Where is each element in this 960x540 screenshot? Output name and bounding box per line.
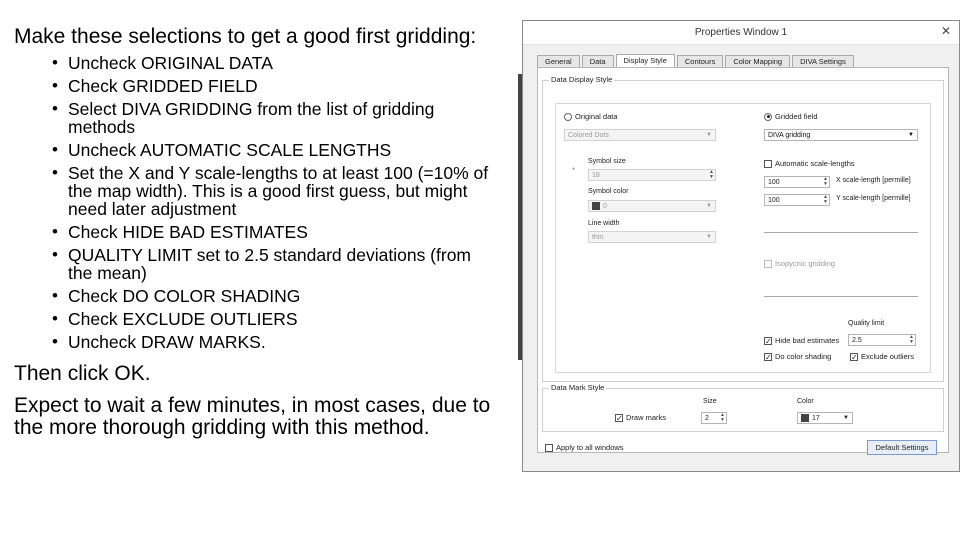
gridded-field-radio[interactable] (764, 112, 818, 121)
data-mark-group-label: Data Mark Style (551, 383, 605, 392)
mark-size-spinner[interactable] (701, 412, 727, 424)
isopycnic-checkbox[interactable] (764, 259, 835, 268)
default-settings-button[interactable]: Default Settings (867, 440, 937, 455)
original-style-combo[interactable] (564, 129, 716, 141)
mark-size-value: 2 (705, 415, 709, 422)
spinner-arrows-icon: ▲ ▼ (709, 169, 714, 180)
mark-color-label: Color (797, 398, 814, 405)
y-scale-value: 100 (768, 197, 780, 204)
data-mark-group (542, 383, 944, 432)
quality-limit-value: 2.5 (852, 337, 862, 344)
chevron-down-icon: ▼ (843, 415, 849, 421)
bullet-item: • Check GRIDDED FIELD (14, 77, 494, 95)
spinner-arrows-icon: ▲ ▼ (823, 194, 828, 205)
y-scale-label: Y scale-length [permille] (836, 195, 911, 202)
original-style-value: Colored Dots (568, 132, 609, 139)
symbol-color-label: Symbol color (588, 188, 629, 195)
apply-all-checkbox-icon (545, 444, 553, 452)
symbol-size-label: Symbol size (588, 158, 626, 165)
spinner-arrows-icon: ▲ ▼ (720, 412, 725, 423)
bullet-item: • Uncheck ORIGINAL DATA (14, 54, 494, 72)
display-inner-panel (555, 103, 931, 373)
chevron-down-icon: ▼ (908, 132, 914, 138)
then-text: Then click OK. (14, 362, 151, 385)
y-scale-spinner[interactable] (764, 194, 830, 206)
tab-diva-settings[interactable]: DIVA Settings (792, 55, 854, 68)
outro (14, 363, 494, 439)
symbol-color-value: 0 (603, 203, 607, 210)
close-icon[interactable]: ✕ (940, 24, 952, 38)
original-data-radio[interactable] (564, 112, 618, 121)
exclude-outliers-checkbox-icon: ✓ (851, 352, 858, 362)
x-scale-value: 100 (768, 179, 780, 186)
spinner-arrows-icon: ▲ ▼ (909, 334, 914, 345)
bullet-item: • Check DO COLOR SHADING (14, 287, 494, 305)
chevron-down-icon: ▼ (706, 132, 712, 138)
color-shading-checkbox-icon: ✓ (765, 352, 772, 362)
slide-text (14, 26, 494, 439)
original-data-label: Original data (575, 112, 618, 122)
gridded-field-label: Gridded field (775, 112, 818, 122)
bullet-item: • Uncheck DRAW MARKS. (14, 333, 494, 351)
data-display-group-label: Data Display Style (551, 75, 613, 84)
draw-marks-label: Draw marks (626, 413, 667, 423)
bullet-item: • Check HIDE BAD ESTIMATES (14, 223, 494, 241)
gridded-field-radio-icon (764, 113, 772, 121)
x-scale-spinner[interactable] (764, 176, 830, 188)
hide-bad-label: Hide bad estimates (775, 336, 840, 346)
hide-bad-checkbox-icon: ✓ (765, 336, 772, 346)
window-title: Properties Window 1 (694, 27, 788, 38)
divider-line (764, 296, 918, 297)
gridding-method-combo[interactable] (764, 129, 918, 141)
symbol-size-spinner[interactable] (588, 169, 716, 181)
auto-scale-checkbox[interactable] (764, 159, 855, 168)
intro-text: Make these selections to get a good first gridding: (14, 25, 477, 48)
chevron-down-icon: ▼ (706, 234, 712, 240)
title-bar[interactable] (523, 21, 959, 45)
bullet-dot-icon: ● (572, 166, 576, 172)
auto-scale-label: Automatic scale-lengths (775, 159, 855, 169)
apply-all-checkbox[interactable] (545, 443, 624, 452)
line-width-value: thin (592, 234, 604, 241)
original-data-radio-icon (564, 113, 572, 121)
bullet-item: • QUALITY LIMIT set to 2.5 standard deviations (from the mean) (14, 246, 494, 282)
bullet-item: • Select DIVA GRIDDING from the list of gridding methods (14, 100, 494, 136)
mark-color-value: 17 (812, 415, 820, 422)
expect-text: Expect to wait a few minutes, in most cases, due to the more thorough gridding with this method. (14, 394, 491, 439)
color-swatch-icon (801, 414, 809, 422)
exclude-outliers-checkbox[interactable] (850, 352, 914, 361)
bullet-item: • Uncheck AUTOMATIC SCALE LENGTHS (14, 141, 494, 159)
gridding-method-value: DIVA gridding (768, 132, 811, 139)
tab-general[interactable]: General (537, 55, 580, 68)
tab-color-mapping[interactable]: Color Mapping (725, 55, 790, 68)
line-width-combo[interactable] (588, 231, 716, 243)
line-width-label: Line width (588, 220, 620, 227)
symbol-color-combo[interactable] (588, 200, 716, 212)
draw-marks-checkbox[interactable] (615, 413, 666, 422)
bullet-item: • Set the X and Y scale-lengths to at least 100 (=10% of the map width). This is a good first guess, but might need later adjustment (14, 164, 494, 218)
isopycnic-label: Isopycnic gridding (775, 259, 836, 269)
draw-marks-checkbox-icon: ✓ (616, 413, 623, 423)
mark-size-label: Size (703, 398, 717, 405)
isopycnic-checkbox-icon (764, 260, 772, 268)
bullet-item: • Check EXCLUDE OUTLIERS (14, 310, 494, 328)
apply-all-label: Apply to all windows (556, 443, 624, 453)
divider-line (764, 232, 918, 233)
x-scale-label: X scale-length [permille] (836, 177, 911, 184)
tab-strip (537, 53, 856, 67)
properties-dialog (522, 20, 960, 472)
color-shading-label: Do color shading (775, 352, 832, 362)
exclude-outliers-label: Exclude outliers (861, 352, 914, 362)
mark-color-combo[interactable] (797, 412, 853, 424)
quality-limit-label: Quality limit (848, 320, 885, 327)
instruction-list (14, 54, 494, 351)
tab-data[interactable]: Data (582, 55, 614, 68)
auto-scale-checkbox-icon (764, 160, 772, 168)
tab-contours[interactable]: Contours (677, 55, 723, 68)
tab-panel (537, 67, 949, 453)
color-swatch-icon (592, 202, 600, 210)
hide-bad-checkbox[interactable] (764, 336, 839, 345)
color-shading-checkbox[interactable] (764, 352, 831, 361)
data-display-group (542, 75, 944, 382)
quality-limit-spinner[interactable] (848, 334, 916, 346)
tab-display-style[interactable]: Display Style (616, 54, 675, 69)
chevron-down-icon: ▼ (706, 203, 712, 209)
spinner-arrows-icon: ▲ ▼ (823, 176, 828, 187)
symbol-size-value: 18 (592, 172, 600, 179)
